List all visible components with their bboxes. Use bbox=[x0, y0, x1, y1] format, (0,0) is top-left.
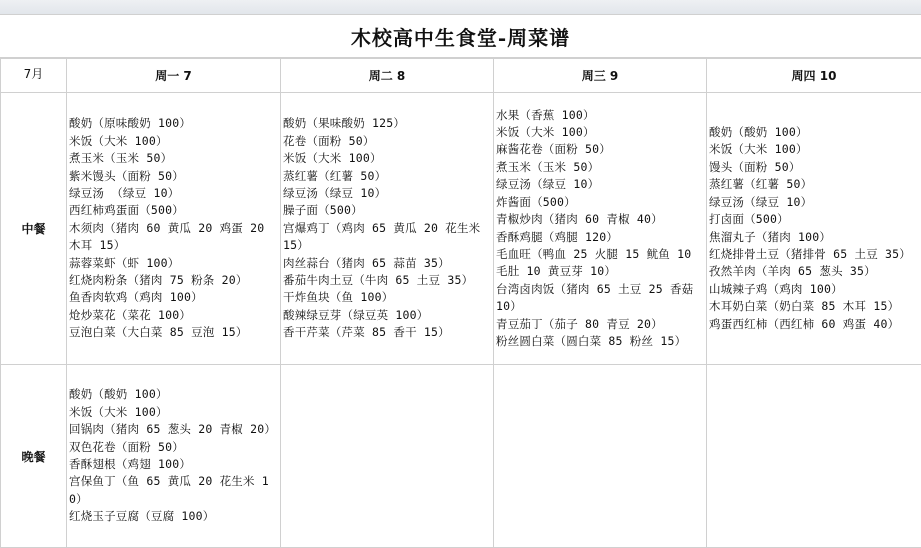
menu-table bbox=[0, 58, 921, 548]
lunch-list-wed bbox=[496, 107, 706, 351]
menu-item: 绿豆汤（绿豆 10） bbox=[496, 176, 706, 193]
menu-item: 米饭（大米 100） bbox=[496, 124, 706, 141]
menu-item: 木须肉（猪肉 60 黄瓜 20 鸡蛋 20 木耳 15） bbox=[69, 220, 280, 255]
menu-item: 红烧排骨土豆（猪排骨 65 土豆 35） bbox=[709, 246, 921, 263]
dinner-cell-thu bbox=[707, 365, 921, 548]
lunch-list-tue bbox=[283, 115, 493, 341]
menu-item: 毛血旺（鸭血 25 火腿 15 鱿鱼 10 毛肚 10 黄豆芽 10） bbox=[496, 246, 706, 281]
menu-item: 酸奶（酸奶 100） bbox=[709, 124, 921, 141]
menu-item: 香酥鸡腿（鸡腿 120） bbox=[496, 229, 706, 246]
menu-item: 红烧肉粉条（猪肉 75 粉条 20） bbox=[69, 272, 280, 289]
top-bar bbox=[0, 0, 921, 15]
menu-item: 蒸红薯（红薯 50） bbox=[283, 168, 493, 185]
menu-item: 粉丝圆白菜（圆白菜 85 粉丝 15） bbox=[496, 333, 706, 350]
dinner-row bbox=[1, 365, 921, 548]
menu-item: 蒸红薯（红薯 50） bbox=[709, 176, 921, 193]
lunch-row bbox=[1, 93, 921, 365]
menu-item: 酸辣绿豆芽（绿豆英 100） bbox=[283, 307, 493, 324]
lunch-label: 中餐 bbox=[1, 93, 67, 365]
menu-item: 炸酱面（500） bbox=[496, 194, 706, 211]
menu-item: 豆泡白菜（大白菜 85 豆泡 15） bbox=[69, 324, 280, 341]
menu-item: 干炸鱼块（鱼 100） bbox=[283, 289, 493, 306]
menu-item: 孜然羊肉（羊肉 65 葱头 35） bbox=[709, 263, 921, 280]
lunch-cell-tue bbox=[281, 93, 494, 365]
menu-item: 红烧玉子豆腐（豆腐 100） bbox=[69, 508, 280, 525]
menu-item: 打卤面（500） bbox=[709, 211, 921, 228]
menu-item: 木耳奶白菜（奶白菜 85 木耳 15） bbox=[709, 298, 921, 315]
menu-item: 麻酱花卷（面粉 50） bbox=[496, 141, 706, 158]
menu-item: 肉丝蒜台（猪肉 65 蒜苗 35） bbox=[283, 255, 493, 272]
menu-item: 鱼香肉软鸡（鸡肉 100） bbox=[69, 289, 280, 306]
menu-item: 米饭（大米 100） bbox=[283, 150, 493, 167]
lunch-cell-mon bbox=[67, 93, 281, 365]
menu-item: 青椒炒肉（猪肉 60 青椒 40） bbox=[496, 211, 706, 228]
menu-item: 山城辣子鸡（鸡肉 100） bbox=[709, 281, 921, 298]
month-label: 7月 bbox=[1, 59, 67, 93]
menu-item: 双色花卷（面粉 50） bbox=[69, 439, 280, 456]
lunch-cell-thu bbox=[707, 93, 921, 365]
menu-item: 焦溜丸子（猪肉 100） bbox=[709, 229, 921, 246]
dinner-cell-wed bbox=[494, 365, 707, 548]
menu-item: 鸡蛋西红柿（西红柿 60 鸡蛋 40） bbox=[709, 316, 921, 333]
lunch-list-mon bbox=[69, 115, 280, 341]
title-row bbox=[0, 14, 921, 58]
day-header-thu: 周四 10 bbox=[707, 59, 921, 93]
menu-item: 宫保鱼丁（鱼 65 黄瓜 20 花生米 10） bbox=[69, 473, 280, 508]
menu-item: 酸奶（果味酸奶 125） bbox=[283, 115, 493, 132]
menu-item: 绿豆汤 （绿豆 10） bbox=[69, 185, 280, 202]
menu-item: 蒜蓉菜虾（虾 100） bbox=[69, 255, 280, 272]
menu-item: 馒头（面粉 50） bbox=[709, 159, 921, 176]
menu-item: 台湾卤肉饭（猪肉 65 土豆 25 香菇 10） bbox=[496, 281, 706, 316]
menu-item: 煮玉米（玉米 50） bbox=[496, 159, 706, 176]
menu-item: 西红柿鸡蛋面（500） bbox=[69, 202, 280, 219]
dinner-cell-tue bbox=[281, 365, 494, 548]
menu-item: 米饭（大米 100） bbox=[69, 404, 280, 421]
lunch-cell-wed bbox=[494, 93, 707, 365]
menu-item: 回锅肉（猪肉 65 葱头 20 青椒 20） bbox=[69, 421, 280, 438]
menu-item: 花卷（面粉 50） bbox=[283, 133, 493, 150]
day-header-mon: 周一 7 bbox=[67, 59, 281, 93]
menu-item: 酸奶（原味酸奶 100） bbox=[69, 115, 280, 132]
menu-item: 香干芹菜（芹菜 85 香干 15） bbox=[283, 324, 493, 341]
dinner-cell-mon bbox=[67, 365, 281, 548]
menu-item: 米饭（大米 100） bbox=[709, 141, 921, 158]
menu-item: 青豆茄丁（茄子 80 青豆 20） bbox=[496, 316, 706, 333]
menu-item: 酸奶（酸奶 100） bbox=[69, 386, 280, 403]
menu-item: 番茄牛肉土豆（牛肉 65 土豆 35） bbox=[283, 272, 493, 289]
menu-item: 水果（香蕉 100） bbox=[496, 107, 706, 124]
menu-item: 绿豆汤（绿豆 10） bbox=[283, 185, 493, 202]
lunch-list-thu bbox=[709, 124, 921, 333]
day-header-tue: 周二 8 bbox=[281, 59, 494, 93]
menu-item: 炝炒菜花（菜花 100） bbox=[69, 307, 280, 324]
dinner-list-mon bbox=[69, 386, 280, 525]
header-row bbox=[1, 59, 921, 93]
menu-item: 香酥翅根（鸡翅 100） bbox=[69, 456, 280, 473]
menu-item: 绿豆汤（绿豆 10） bbox=[709, 194, 921, 211]
page-title: 木校高中生食堂-周菜谱 bbox=[351, 22, 570, 51]
menu-item: 紫米馒头（面粉 50） bbox=[69, 168, 280, 185]
menu-item: 煮玉米（玉米 50） bbox=[69, 150, 280, 167]
day-header-wed: 周三 9 bbox=[494, 59, 707, 93]
menu-item: 宫爆鸡丁（鸡肉 65 黄瓜 20 花生米 15） bbox=[283, 220, 493, 255]
dinner-label: 晚餐 bbox=[1, 365, 67, 548]
menu-item: 米饭（大米 100） bbox=[69, 133, 280, 150]
menu-item: 臊子面（500） bbox=[283, 202, 493, 219]
